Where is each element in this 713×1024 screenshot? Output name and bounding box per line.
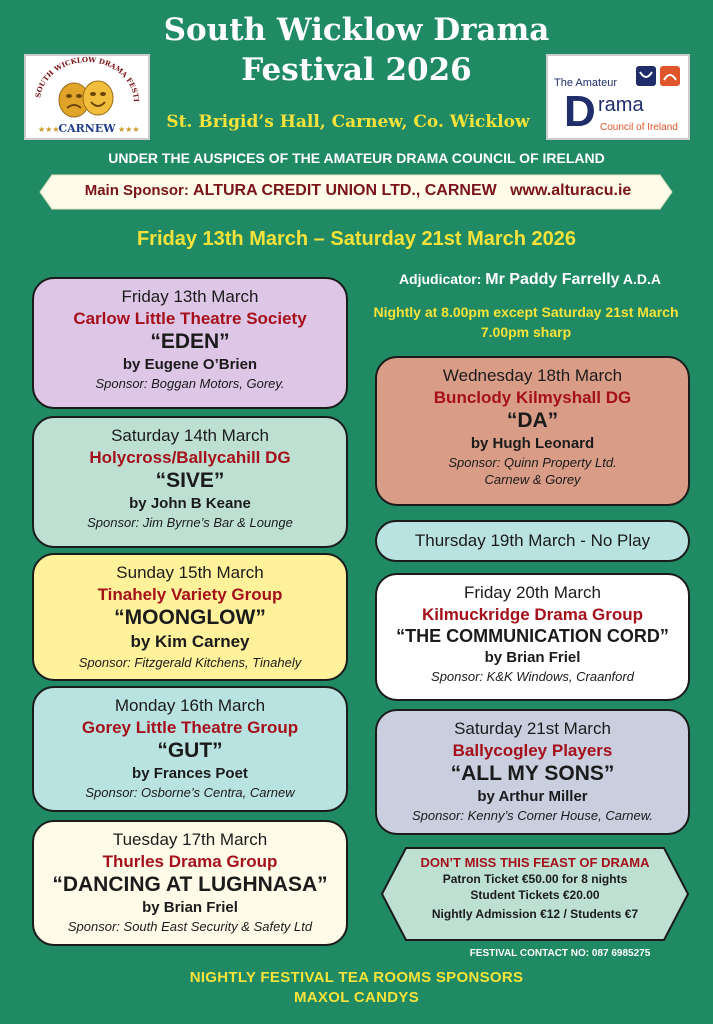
- amateur-drama-council-logo: [546, 54, 690, 140]
- svg-text:The Amateur: The Amateur: [554, 77, 617, 89]
- play-sponsor: Sponsor: K&K Windows, Craanford: [431, 669, 634, 684]
- contact-number: FESTIVAL CONTACT NO: 087 6985275: [469, 948, 651, 959]
- play-day: Sunday 15th March: [116, 563, 264, 582]
- play-title: “ALL MY SONS”: [450, 762, 615, 785]
- play-sponsor-location: Carnew & Gorey: [484, 472, 581, 487]
- play-sponsor: Sponsor: South East Security & Safety Ltd: [67, 919, 313, 934]
- play-author: by Brian Friel: [484, 649, 581, 666]
- festival-dates: Friday 13th March – Saturday 21st March 2026: [136, 228, 577, 250]
- adjudicator-name: Mr Paddy Farrelly: [485, 271, 620, 288]
- adjudicator-suffix: A.D.A: [619, 271, 662, 287]
- play-title: “MOONGLOW”: [114, 606, 266, 629]
- play-author: by Brian Friel: [142, 899, 238, 916]
- play-title: “GUT”: [157, 739, 223, 762]
- adjudicator: [370, 271, 690, 289]
- main-sponsor-label: Main Sponsor:: [84, 182, 194, 199]
- play-group: Carlow Little Theatre Society: [73, 309, 307, 328]
- play-sponsor: Sponsor: Boggan Motors, Gorey.: [95, 376, 285, 391]
- play-title: “EDEN”: [150, 330, 230, 353]
- play-author: by Arthur Miller: [477, 788, 588, 805]
- play-day: Tuesday 17th March: [112, 830, 268, 849]
- play-card: [32, 820, 348, 946]
- play-group: Kilmuckridge Drama Group: [421, 605, 644, 624]
- play-card: [375, 356, 690, 506]
- svg-text:Council of Ireland: Council of Ireland: [600, 122, 678, 133]
- adjudicator-label: Adjudicator:: [398, 271, 486, 287]
- svg-text:D: D: [564, 87, 596, 136]
- svg-text:★★★: ★★★: [38, 125, 60, 134]
- play-group: Holycross/Ballycahill DG: [89, 448, 291, 467]
- venue: St. Brigid’s Hall, Carnew, Co. Wicklow: [166, 112, 530, 132]
- play-group: Bunclody Kilmyshall DG: [433, 388, 632, 407]
- play-card: [32, 686, 348, 812]
- main-sponsor-name: ALTURA CREDIT UNION LTD., CARNEW: [193, 182, 497, 199]
- play-title: “DANCING AT LUGHNASA”: [52, 873, 328, 896]
- play-card: [375, 709, 690, 835]
- tea-rooms-sponsors: [0, 968, 713, 1008]
- play-day: Monday 16th March: [114, 696, 266, 715]
- play-sponsor: Sponsor: Osborne’s Centra, Carnew: [85, 785, 295, 800]
- play-day: Friday 20th March: [464, 583, 601, 602]
- svg-text:★★★: ★★★: [118, 125, 140, 134]
- play-author: by John B Keane: [129, 495, 251, 512]
- festival-title-line1: South Wicklow Drama: [163, 12, 550, 48]
- play-card: [32, 277, 348, 409]
- play-sponsor: Sponsor: Quinn Property Ltd.: [448, 455, 617, 470]
- play-sponsor: Sponsor: Kenny’s Corner House, Carnew.: [411, 808, 654, 823]
- play-sponsor: Sponsor: Jim Byrne’s Bar & Lounge: [87, 515, 293, 530]
- play-day: Saturday 14th March: [111, 426, 269, 445]
- feast-heading: DON’T MISS THIS FEAST OF DRAMA: [420, 855, 650, 870]
- festival-logo: [24, 54, 150, 140]
- play-group: Ballycogley Players: [452, 741, 613, 760]
- nightly-admission: Nightly Admission €12 / Students €7: [431, 907, 639, 921]
- play-group: Thurles Drama Group: [102, 852, 278, 871]
- tea-rooms-sponsor-name: MAXOL CANDYS: [294, 989, 419, 1006]
- play-day: Wednesday 18th March: [442, 366, 623, 385]
- play-group: Gorey Little Theatre Group: [81, 718, 299, 737]
- auspices-line: UNDER THE AUSPICES OF THE AMATEUR DRAMA COUNCIL OF IRELAND: [108, 150, 605, 166]
- play-author: by Kim Carney: [130, 632, 250, 651]
- main-sponsor: [60, 182, 656, 200]
- ticket-info: [380, 855, 690, 922]
- main-sponsor-url[interactable]: www.alturacu.ie: [510, 182, 632, 199]
- play-title: “SIVE”: [155, 469, 225, 492]
- play-author: by Eugene O’Brien: [122, 356, 258, 373]
- festival-title-line2: Festival 2026: [241, 52, 472, 88]
- svg-text:rama: rama: [598, 94, 644, 116]
- play-day: Friday 13th March: [121, 287, 259, 306]
- svg-text:SOUTH WICKLOW DRAMA FESTIVAL: SOUTH WICKLOW DRAMA FESTI: [33, 56, 142, 103]
- play-sponsor: Sponsor: Fitzgerald Kitchens, Tinahely: [78, 655, 302, 670]
- play-card: [375, 573, 690, 701]
- svg-text:CARNEW: CARNEW: [58, 122, 116, 135]
- play-author: by Frances Poet: [132, 765, 248, 782]
- nightly-times: Nightly at 8.00pm except Saturday 21st March 7.00pm sharp: [373, 304, 679, 340]
- play-day: Saturday 21st March: [454, 719, 611, 738]
- play-title: “THE COMMUNICATION CORD”: [396, 626, 669, 646]
- patron-ticket: Patron Ticket €50.00 for 8 nights: [442, 872, 628, 886]
- no-play-notice: Thursday 19th March - No Play: [375, 520, 690, 562]
- student-ticket: Student Tickets €20.00: [470, 888, 600, 902]
- play-card: [32, 553, 348, 681]
- play-group: Tinahely Variety Group: [97, 585, 283, 604]
- play-card: [32, 416, 348, 548]
- tea-rooms-line: NIGHTLY FESTIVAL TEA ROOMS SPONSORS: [189, 969, 524, 986]
- play-title: “DA”: [506, 409, 559, 432]
- play-author: by Hugh Leonard: [470, 435, 595, 452]
